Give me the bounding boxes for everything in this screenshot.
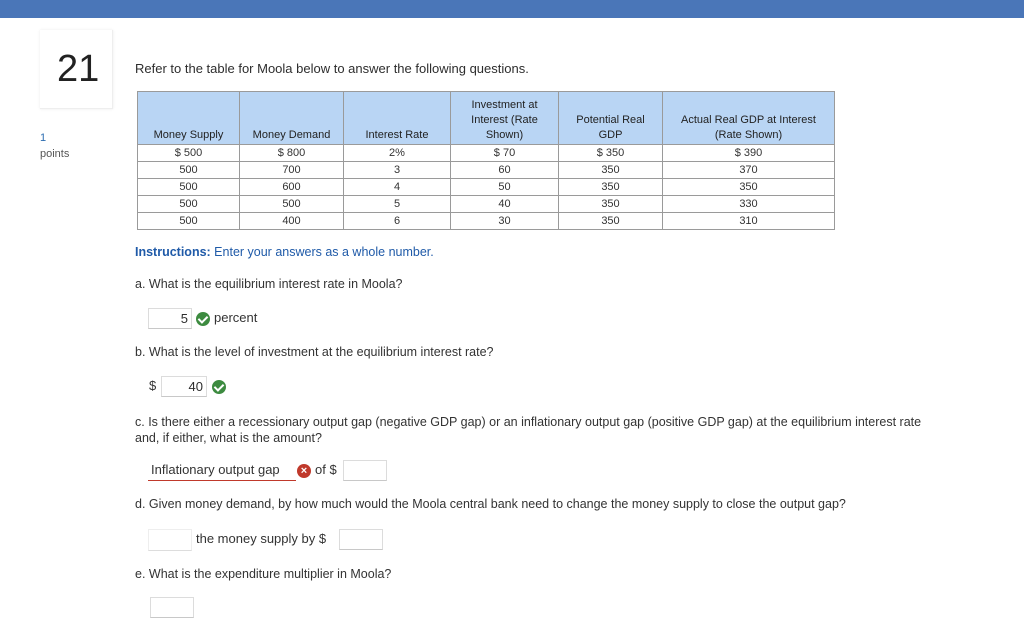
table-cell: 30 bbox=[451, 213, 559, 230]
table-header-cell: Actual Real GDP at Interest (Rate Shown) bbox=[663, 92, 835, 145]
table-cell: 500 bbox=[138, 179, 240, 196]
table-cell: 310 bbox=[663, 213, 835, 230]
table-header-cell: Money Demand bbox=[240, 92, 344, 145]
table-cell: 500 bbox=[240, 196, 344, 213]
table-header-cell: Interest Rate bbox=[344, 92, 451, 145]
answer-a-unit: percent bbox=[214, 310, 258, 325]
points-label: points bbox=[40, 148, 70, 160]
answer-b-prefix: $ bbox=[149, 378, 157, 393]
answer-d-middle-text: the money supply by $ bbox=[196, 531, 327, 546]
table-cell: 370 bbox=[663, 162, 835, 179]
table-header-cell: Potential Real GDP bbox=[559, 92, 663, 145]
table-row bbox=[138, 213, 835, 230]
table-cell: 600 bbox=[240, 179, 344, 196]
table-row bbox=[138, 145, 835, 162]
top-bar bbox=[0, 0, 1024, 18]
table-cell: 40 bbox=[451, 196, 559, 213]
correct-check-icon bbox=[196, 312, 210, 326]
table-cell: 5 bbox=[344, 196, 451, 213]
answer-e-input[interactable] bbox=[150, 597, 194, 618]
table-cell: 50 bbox=[451, 179, 559, 196]
table-cell: 2% bbox=[344, 145, 451, 162]
table-cell: $ 70 bbox=[451, 145, 559, 162]
table-cell: 400 bbox=[240, 213, 344, 230]
answer-b-input[interactable]: 40 bbox=[161, 376, 207, 397]
instructions bbox=[135, 245, 434, 259]
table-cell: 3 bbox=[344, 162, 451, 179]
question-e: e. What is the expenditure multiplier in Moola? bbox=[135, 567, 392, 581]
instructions-label: Instructions: bbox=[135, 245, 211, 259]
table-header-cell: Investment at Interest (Rate Shown) bbox=[451, 92, 559, 145]
correct-check-icon bbox=[212, 380, 226, 394]
table-cell: 60 bbox=[451, 162, 559, 179]
question-number: 21 bbox=[57, 48, 100, 90]
table-row bbox=[138, 196, 835, 213]
table-cell: 350 bbox=[663, 179, 835, 196]
table-cell: 500 bbox=[138, 213, 240, 230]
table-cell: 700 bbox=[240, 162, 344, 179]
question-b: b. What is the level of investment at the equilibrium interest rate? bbox=[135, 345, 494, 359]
table-cell: 350 bbox=[559, 196, 663, 213]
points-value: 1 bbox=[40, 132, 47, 144]
answer-a-input[interactable]: 5 bbox=[148, 308, 192, 329]
answer-c-of-label: of $ bbox=[315, 462, 337, 477]
table-cell: $ 390 bbox=[663, 145, 835, 162]
table-cell: $ 500 bbox=[138, 145, 240, 162]
table-header-cell: Money Supply bbox=[138, 92, 240, 145]
intro-text: Refer to the table for Moola below to answer the following questions. bbox=[135, 61, 529, 76]
gap-type-select[interactable]: Inflationary output gap bbox=[148, 460, 296, 481]
table-cell: 6 bbox=[344, 213, 451, 230]
table-cell: 500 bbox=[138, 162, 240, 179]
table-header-row bbox=[138, 92, 835, 145]
question-c: c. Is there either a recessionary output gap (negative GDP gap) or an inflationary output gap (positive GDP gap) at the equilibrium interest rate and, if either, what is the amount? bbox=[135, 415, 922, 445]
table-cell: $ 800 bbox=[240, 145, 344, 162]
question-a: a. What is the equilibrium interest rate in Moola? bbox=[135, 277, 403, 291]
table-row bbox=[138, 179, 835, 196]
instructions-text: Enter your answers as a whole number. bbox=[210, 245, 434, 259]
moola-table bbox=[137, 91, 835, 230]
table-cell: 350 bbox=[559, 213, 663, 230]
table-cell: 330 bbox=[663, 196, 835, 213]
table-cell: 4 bbox=[344, 179, 451, 196]
answer-c-amount-input[interactable] bbox=[343, 460, 387, 481]
table-cell: $ 350 bbox=[559, 145, 663, 162]
direction-select[interactable] bbox=[148, 529, 192, 551]
table-row bbox=[138, 162, 835, 179]
table-cell: 500 bbox=[138, 196, 240, 213]
table-cell: 350 bbox=[559, 179, 663, 196]
incorrect-x-icon: × bbox=[297, 464, 311, 478]
table-cell: 350 bbox=[559, 162, 663, 179]
question-d: d. Given money demand, by how much would the Moola central bank need to change the money supply to close the output gap? bbox=[135, 497, 846, 511]
answer-d-amount-input[interactable] bbox=[339, 529, 383, 550]
